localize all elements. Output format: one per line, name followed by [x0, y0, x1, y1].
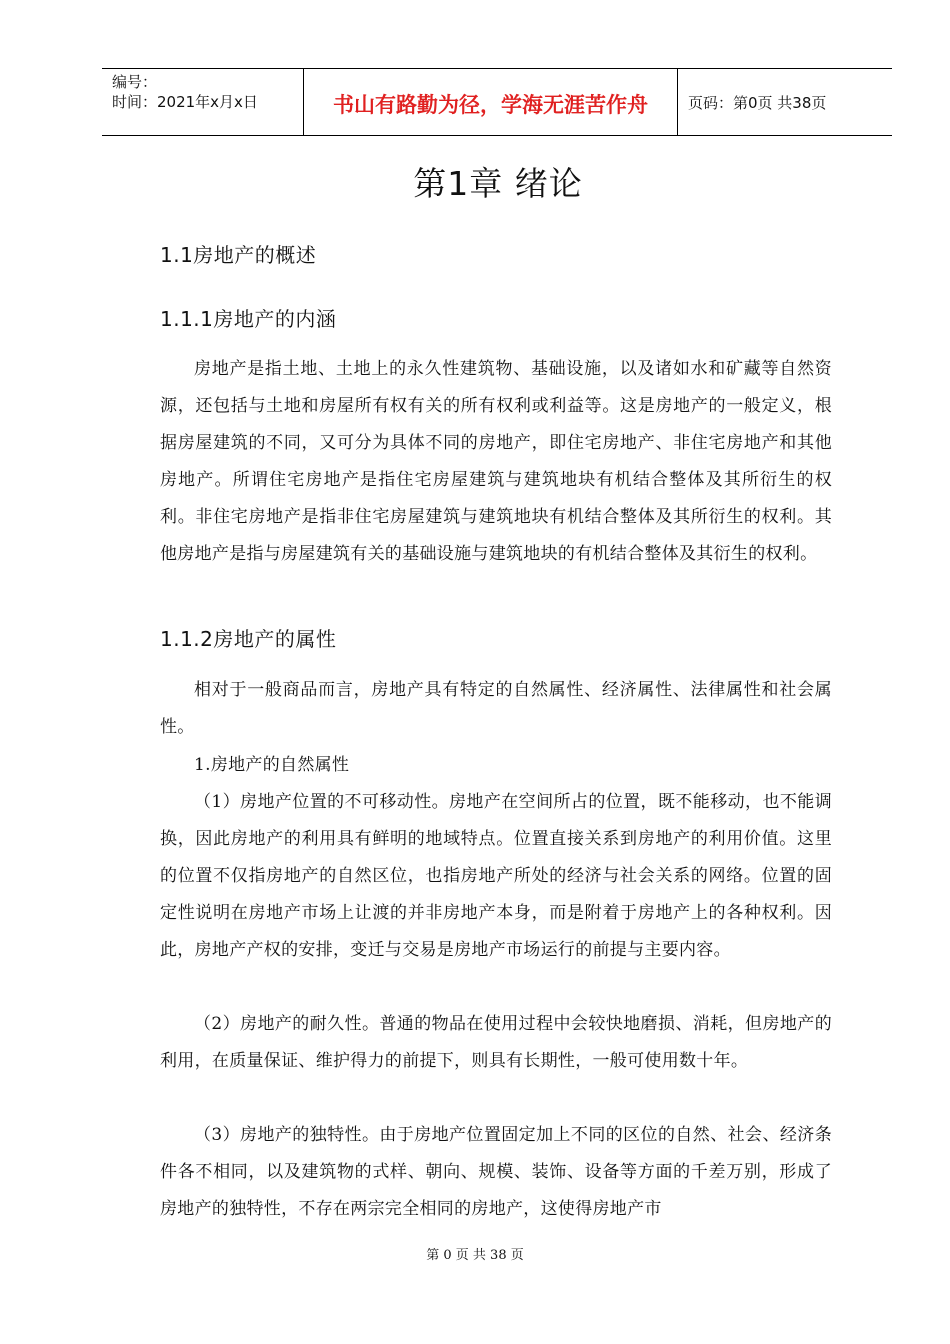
page-header	[102, 68, 892, 136]
paragraph-natural-attributes-heading: 1.房地产的自然属性	[194, 755, 350, 775]
header-meta	[102, 69, 304, 135]
section-heading-1-1-1: 1.1.1房地产的内涵	[160, 307, 337, 331]
paragraph-immobility: （1）房地产位置的不可移动性。房地产在空间所占的位置，既不能移动，也不能调换，因此房地产的利用具有鲜明的地域特点。位置直接关系到房地产的利用价值。这里的位置不仅指房地产的自然区位，也指房地产所处的经济与社会关系的网络。位置的固定性说明在房地产市场上让渡的并非房地产本身，而是附着于房地产上的各种权利。因此，房地产产权的安排，变迁与交易是房地产市场运行的前提与主要内容。	[160, 792, 832, 960]
header-page-info: 页码：第0页 共38页	[688, 93, 827, 112]
paragraph-durability: （2）房地产的耐久性。普通的物品在使用过程中会较快地磨损、消耗，但房地产的利用，在质量保证、维护得力的前提下，则具有长期性，一般可使用数十年。	[160, 1014, 832, 1071]
paragraph-definition: 房地产是指土地、土地上的永久性建筑物、基础设施，以及诸如水和矿藏等自然资源，还包括与土地和房屋所有权有关的所有权利或利益等。这是房地产的一般定义，根据房屋建筑的不同，又可分为具体不同的房地产，即住宅房地产、非住宅房地产和其他房地产。所谓住宅房地产是指住宅房屋建筑与建筑地块有机结合整体及其所衍生的权利。非住宅房地产是指非住宅房屋建筑与建筑地块有机结合整体及其所衍生的权利。其他房地产是指与房屋建筑有关的基础设施与建筑地块的有机结合整体及其衍生的权利。	[160, 359, 832, 564]
number-label: 编号：	[112, 73, 158, 91]
time-label: 时间：2021年x月x日	[112, 93, 258, 111]
paragraph-attributes-intro: 相对于一般商品而言，房地产具有特定的自然属性、经济属性、法律属性和社会属性。	[160, 680, 832, 737]
header-motto: 书山有路勤为径，学海无涯苦作舟	[304, 69, 678, 135]
section-heading-1-1: 1.1房地产的概述	[160, 243, 317, 267]
section-heading-1-1-2: 1.1.2房地产的属性	[160, 627, 337, 651]
page-footer: 第 0 页 共 38 页	[426, 1248, 524, 1263]
paragraph-uniqueness: （3）房地产的独特性。由于房地产位置固定加上不同的区位的自然、社会、经济条件各不相同，以及建筑物的式样、朝向、规模、装饰、设备等方面的千差万别，形成了房地产的独特性，不存在两宗完全相同的房地产，这使得房地产市	[160, 1125, 832, 1219]
chapter-title: 第1章 绪论	[413, 164, 583, 203]
